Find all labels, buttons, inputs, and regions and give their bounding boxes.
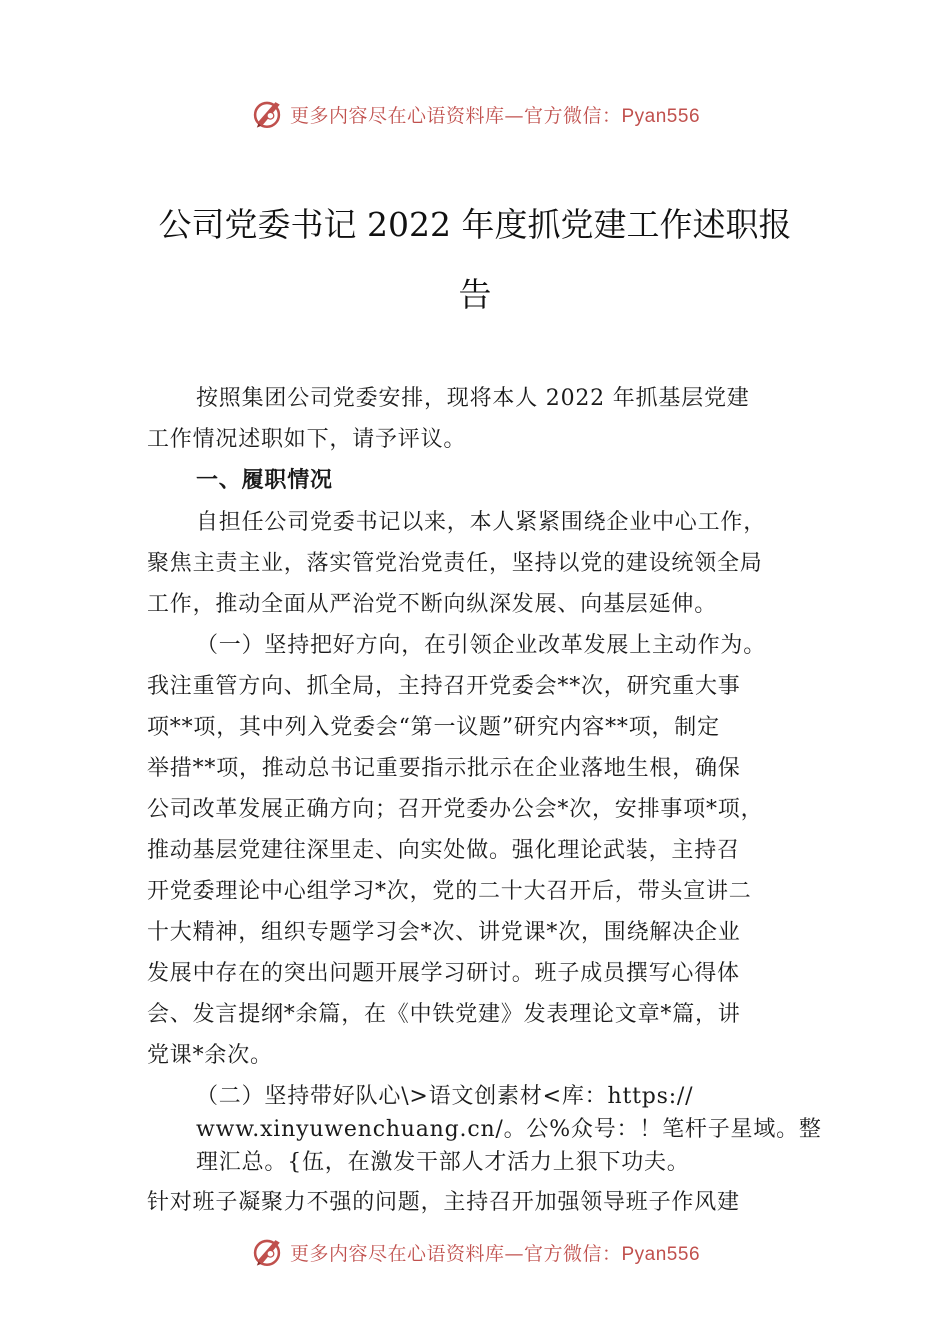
- body-line: 理汇总。{伍，在激发干部人才活力上狠下功夫。: [196, 1150, 690, 1175]
- pen-logo-icon: [250, 1235, 284, 1269]
- section-heading: 一、履职情况: [196, 468, 333, 493]
- footer-banner-text: 更多内容尽在心语资料库—官方微信：Pyan556: [289, 1242, 701, 1265]
- document-title-line2: 告: [458, 275, 492, 314]
- body-line: 十大精神，组织专题学习会*次、讲党课*次，围绕解决企业: [147, 920, 741, 945]
- pen-logo-icon: [250, 97, 284, 131]
- subsection-heading: （一）坚持把好方向，在引领企业改革发展上主动作为。: [196, 633, 767, 658]
- body-line: 举措**项，推动总书记重要指示批示在企业落地生根，确保: [147, 756, 741, 781]
- body-line: 公司改革发展正确方向；召开党委办公会*次，安排事项*项，: [147, 797, 764, 822]
- body-line: 开党委理论中心组学习*次，党的二十大召开后，带头宣讲二: [147, 879, 752, 904]
- body-line: 自担任公司党委书记以来，本人紧紧围绕企业中心工作，: [196, 510, 767, 535]
- body-line: 会、发言提纲*余篇，在《中铁党建》发表理论文章*篇，讲: [147, 1002, 741, 1027]
- body-line: 按照集团公司党委安排，现将本人 2022 年抓基层党建: [196, 386, 750, 411]
- footer-wechat-id: Pyan556: [621, 1243, 701, 1265]
- body-line: 我注重管方向、抓全局，主持召开党委会**次，研究重大事: [147, 674, 741, 699]
- body-line: www.xinyuwenchuang.cn/。公%众号：！笔杆子星域。整: [196, 1117, 822, 1142]
- body-line: 发展中存在的突出问题开展学习研讨。班子成员撰写心得体: [147, 961, 740, 986]
- body-line: 党课*余次。: [147, 1043, 273, 1068]
- body-line: 聚焦主责主业，落实管党治党责任，坚持以党的建设统领全局: [147, 551, 763, 576]
- header-banner: [0, 94, 950, 134]
- body-line: 针对班子凝聚力不强的问题，主持召开加强领导班子作风建: [147, 1190, 740, 1215]
- header-banner-text: 更多内容尽在心语资料库—官方微信：Pyan556: [289, 104, 701, 127]
- body-line: 推动基层党建往深里走、向实处做。强化理论武装，主持召: [147, 838, 740, 863]
- body-line: 项**项，其中列入党委会“第一议题”研究内容**项，制定: [147, 715, 720, 740]
- subsection-heading: （二）坚持带好队心\>语文创素材<库：https://: [196, 1084, 694, 1109]
- body-line: 工作情况述职如下，请予评议。: [147, 427, 467, 452]
- footer-banner: [0, 1232, 950, 1272]
- header-wechat-id: Pyan556: [621, 105, 701, 127]
- body-line: 工作，推动全面从严治党不断向纵深发展、向基层延伸。: [147, 592, 718, 617]
- document-title-line1: 公司党委书记 2022 年度抓党建工作述职报: [158, 205, 792, 244]
